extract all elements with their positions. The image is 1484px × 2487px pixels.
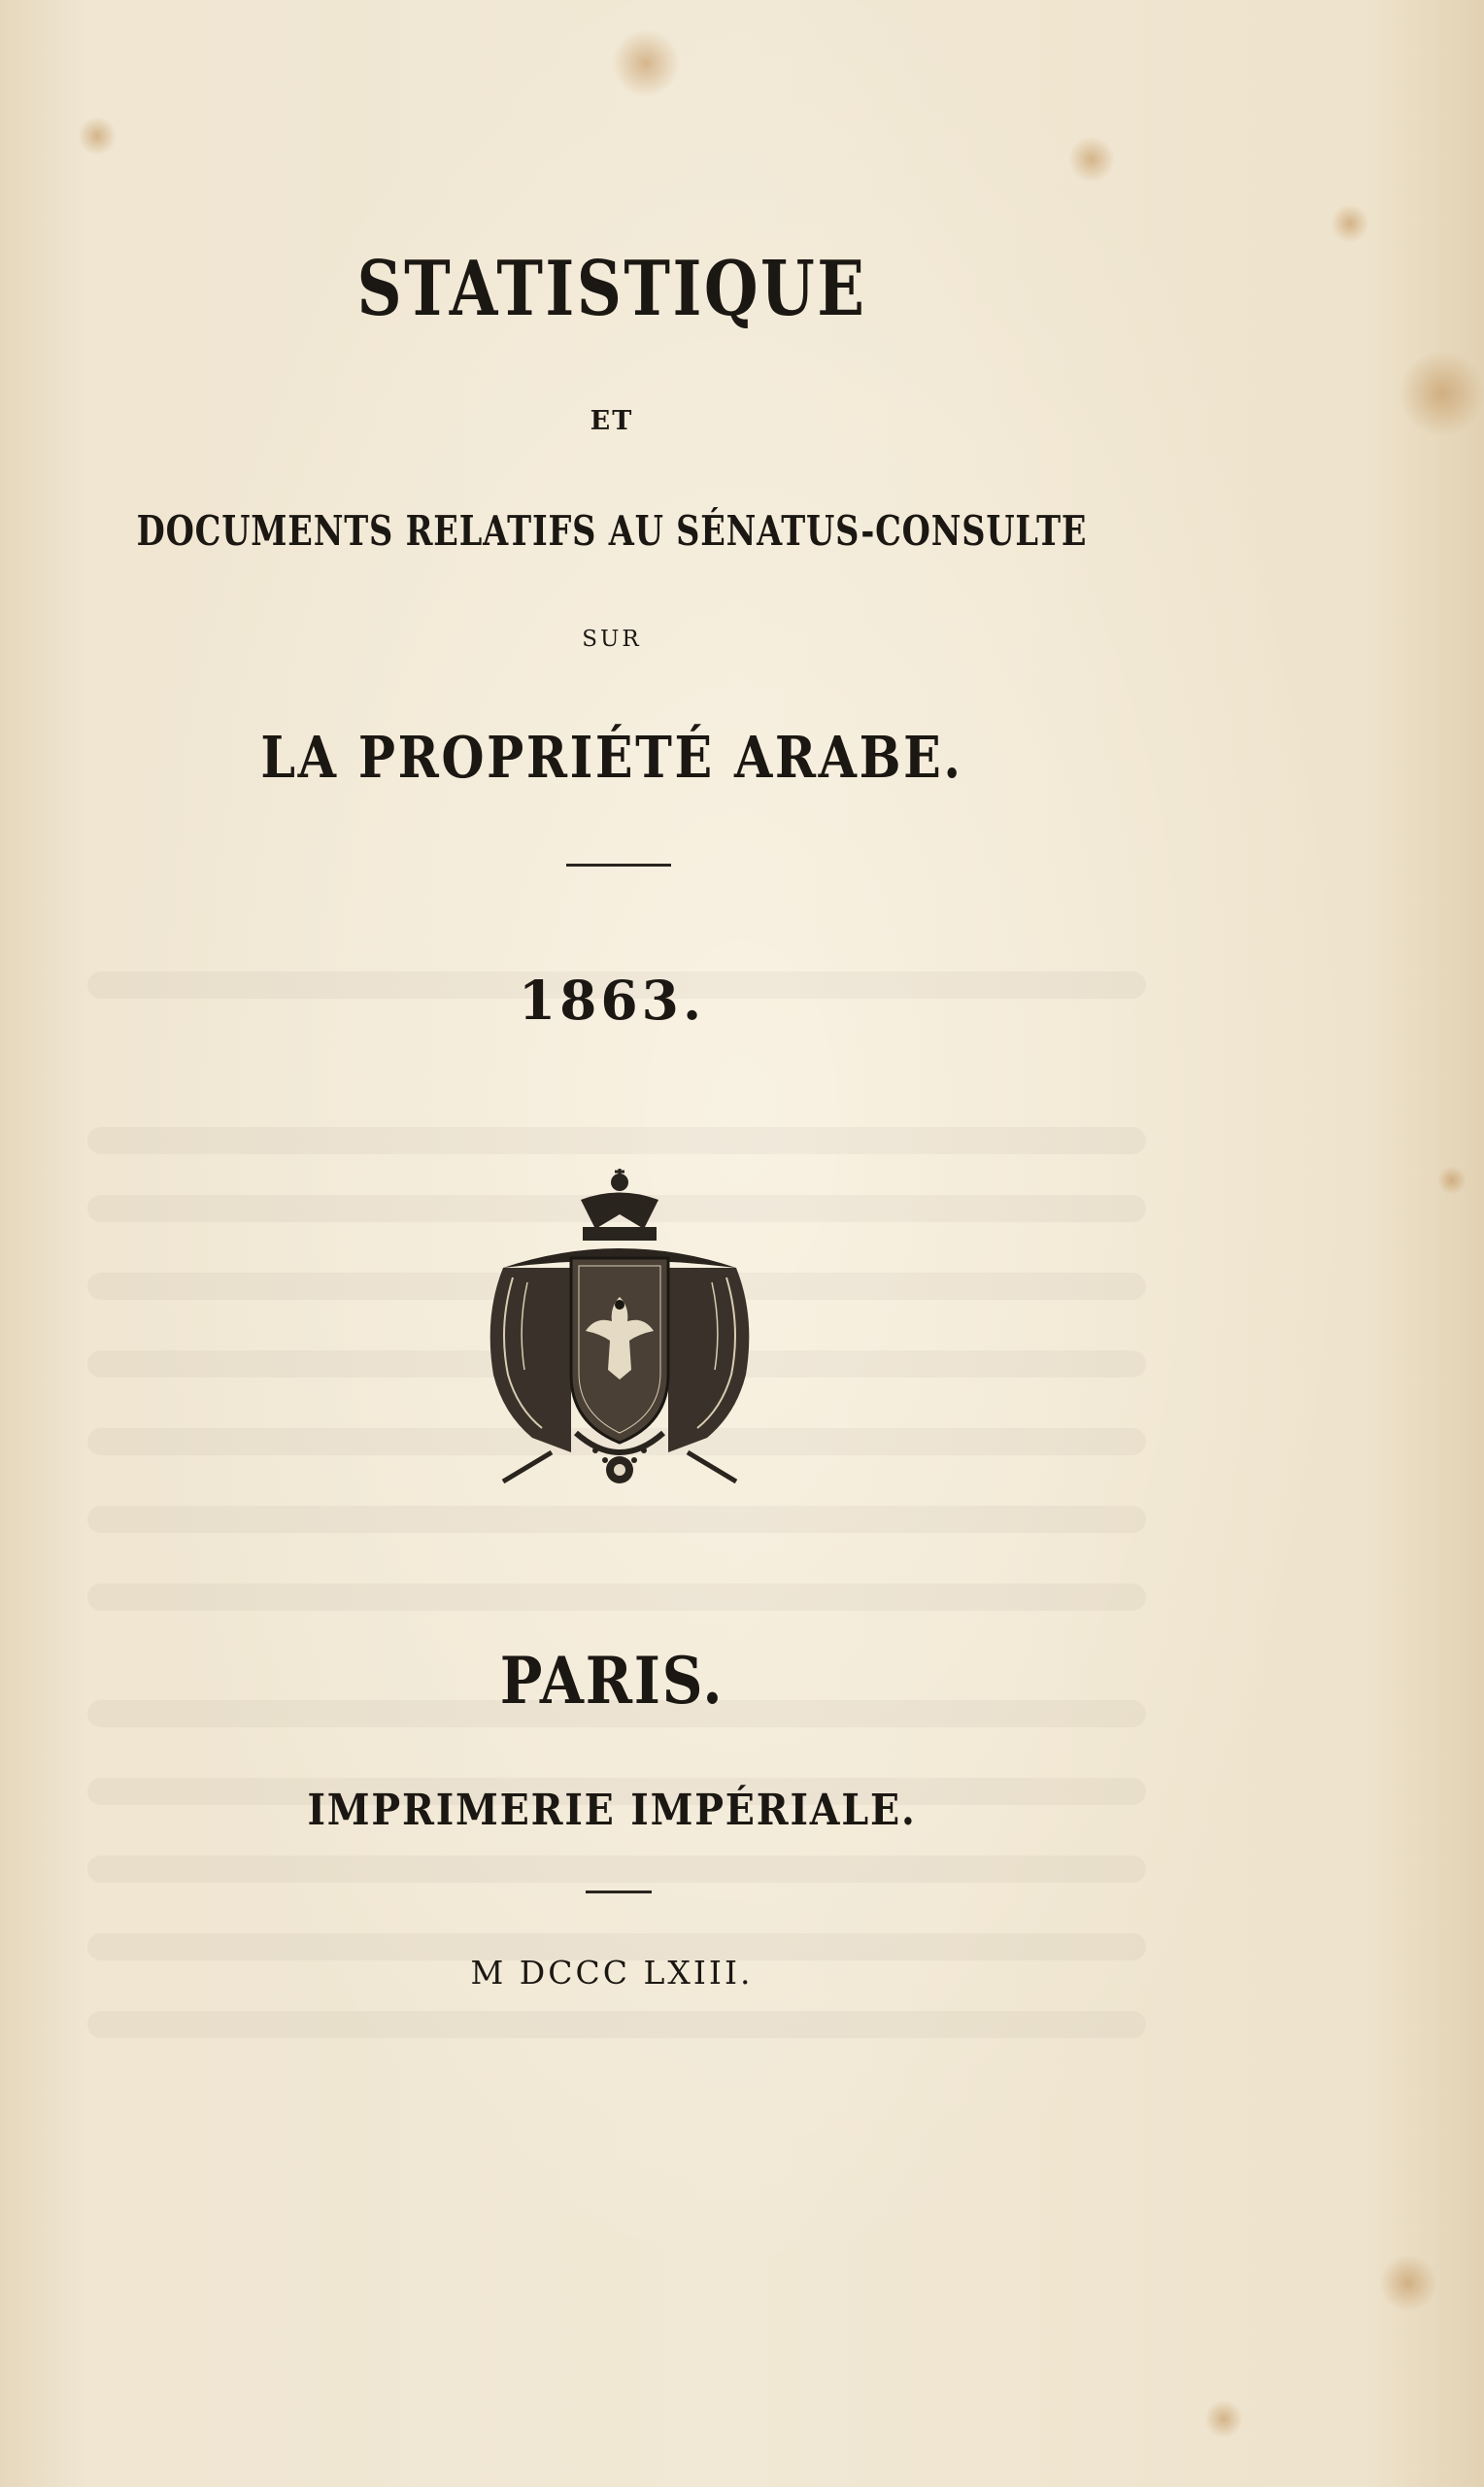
- document-subject: LA PROPRIÉTÉ ARABE.: [260, 724, 963, 791]
- imperial-coat-of-arms-icon: [464, 1161, 775, 1491]
- foxing-stain: [1437, 1166, 1467, 1195]
- printer-name: IMPRIMERIE IMPÉRIALE.: [307, 1786, 917, 1835]
- document-title: STATISTIQUE: [356, 245, 867, 333]
- foxing-stain: [1379, 2254, 1437, 2312]
- foxing-stain: [1204, 2400, 1243, 2438]
- publication-city: PARIS.: [499, 1643, 725, 1719]
- bleed-through-shadow: [87, 1856, 1146, 1883]
- document-subtitle: DOCUMENTS RELATIFS AU SÉNATUS-CONSULTE: [136, 507, 1088, 555]
- publication-year: 1863.: [518, 969, 706, 1032]
- title-preposition: SUR: [582, 627, 642, 652]
- bleed-through-shadow: [87, 2011, 1146, 2038]
- foxing-stain: [78, 117, 117, 155]
- title-conjunction: ET: [590, 406, 634, 436]
- foxing-stain: [1068, 136, 1115, 183]
- foxing-stain: [1399, 350, 1484, 437]
- bleed-through-shadow: [87, 1127, 1146, 1154]
- divider-rule: [566, 864, 671, 867]
- roman-numeral-date: M DCCC LXIII.: [470, 1954, 754, 1992]
- foxing-stain: [1331, 204, 1369, 243]
- bleed-through-shadow: [87, 1584, 1146, 1611]
- bleed-through-shadow: [87, 1506, 1146, 1533]
- divider-rule: [586, 1891, 652, 1893]
- foxing-stain: [612, 29, 680, 97]
